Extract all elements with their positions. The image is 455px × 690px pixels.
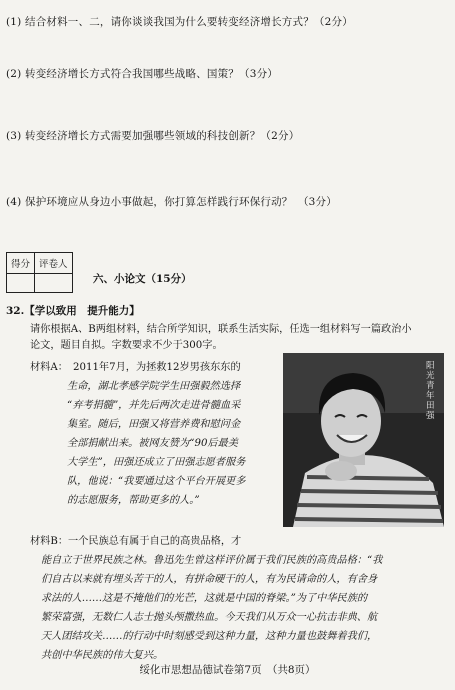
material-b-line-4: 求法的人……这是不掩他们的光芒，这就是中国的脊梁。”为了中华民族的: [41, 593, 368, 604]
score-cell: [7, 274, 35, 293]
student-photo: [283, 353, 444, 527]
grader-cell: [35, 274, 73, 293]
instruction-line-1: 请你根据A、B两组材料，结合所学知识，联系生活实际，任选一组材料写一篇政治小: [30, 324, 412, 335]
material-b-line-3: 们自古以来就有埋头苦干的人，有拼命硬干的人，有为民请命的人，有舍身: [41, 574, 378, 585]
material-b-line-7: 共创中华民族的伟大复兴。: [41, 650, 164, 661]
question-1: (1) 结合材料一、二，请你谈谈我国为什么要转变经济增长方式？（2分）: [6, 16, 353, 28]
material-a-line-5: 全部捐献出来。被网友赞为“90后最美: [67, 438, 238, 449]
material-b-line-6: 天人团结攻关……的行动中时刻感受到这种力量，这种力量也鼓舞着我们，: [41, 631, 378, 642]
material-a-line-8: 的志愿服务，帮助更多的人。”: [67, 495, 200, 506]
question-4: (4) 保护环境应从身边小事做起，你打算怎样践行环保行动？ （3分）: [6, 196, 337, 208]
material-a-line-2: 生命，湖北孝感学院学生田强毅然选择: [67, 381, 241, 392]
instruction-line-2: 论文，题目自拟。字数要求不少于300字。: [30, 340, 223, 351]
question-32-heading: 32.【学以致用 提升能力】: [6, 305, 140, 317]
section-title: 六、小论文（15分）: [93, 273, 192, 285]
page-footer: 绥化市思想品德试卷第7页 （共8页）: [139, 664, 316, 676]
material-a-line-4: 集室。随后，田强又将营养费和慰问金: [67, 419, 241, 430]
score-table: [6, 252, 73, 293]
material-a-line-3: “弃考捐髓”，并先后两次走进骨髓血采: [67, 400, 241, 411]
portrait-illustration: [283, 353, 444, 527]
material-b-line-5: 繁荣富强，无数仁人志士抛头颅撒热血。今天我们从万众一心抗击非典、航: [41, 612, 378, 623]
material-a-line-7: 队，他说：“我要通过这个平台开展更多: [67, 476, 246, 487]
photo-caption: 阳光青年田强: [426, 361, 435, 421]
material-a-line-6: 大学生”，田强还成立了田强志愿者服务: [67, 457, 246, 468]
question-3: (3) 转变经济增长方式需要加强哪些领域的科技创新？（2分）: [6, 130, 300, 142]
score-label: 得分: [7, 253, 35, 274]
question-2: (2) 转变经济增长方式符合我国哪些战略、国策？（3分）: [6, 68, 278, 80]
material-b-line-1: 材料B：一个民族总有属于自己的高贵品格，才: [30, 536, 242, 547]
grader-label: 评卷人: [35, 253, 73, 274]
material-a-line-1: 材料A： 2011年7月，为拯救12岁男孩东东的: [30, 362, 241, 373]
material-b-line-2: 能自立于世界民族之林。鲁迅先生曾这样评价属于我们民族的高贵品格：“我: [41, 555, 383, 566]
